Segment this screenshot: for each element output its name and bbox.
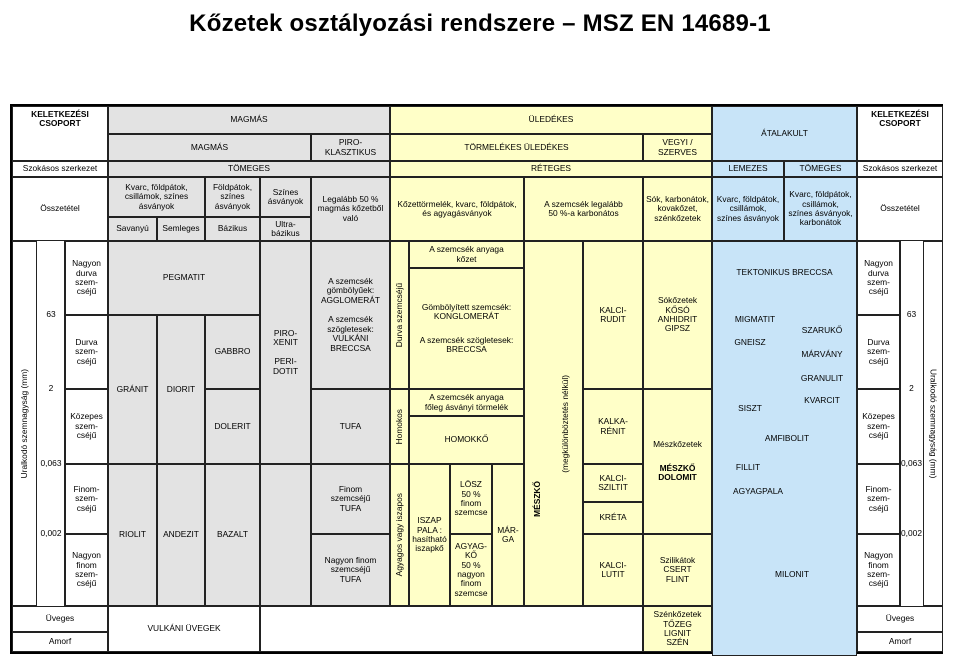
composition-mafic: Földpátok, színes ásványok (205, 177, 260, 217)
basic-label: Bázikus (205, 217, 260, 241)
rock-nagyon-finom-tufa: Nagyon finom szemcséjű TUFA (311, 534, 390, 606)
grain-axis-label-right: Uralkodó szemnagyság (mm) (928, 368, 939, 479)
clastic-coarse-text: Durva szemcséjű (393, 282, 404, 348)
pyroclastic-subheader: PIRO- KLASZTIKUS (311, 134, 390, 161)
rock-andezit: ANDEZIT (157, 464, 205, 606)
grain-class-very-fine-right: Nagyon finom szem- cséjű (857, 534, 900, 606)
grain-values-left (37, 241, 65, 606)
rock-kalcilutit: KALCI- LUTIT (583, 534, 643, 606)
grain-value-0002-left: 0,002 (40, 528, 62, 539)
ultrabasic-fine-empty (260, 464, 311, 606)
rock-kalkarenit: KALKA- RÉNIT (583, 389, 643, 464)
grain-value-0002-right: 0,002 (901, 528, 922, 539)
amorphous-label-right: Amorf (857, 632, 943, 652)
grain-value-0063-right: 0,063 (901, 458, 922, 469)
rock-agglomerat: A szemcsék gömbölyűek: AGGLOMERÁT (320, 276, 381, 305)
grain-values-right (900, 241, 923, 606)
rock-agglomerat-breccsa (311, 241, 390, 389)
rock-diorit: DIORIT (157, 315, 205, 464)
rock-marga: MÁR- GA (492, 464, 524, 606)
rock-meszkozetek-label: Mészkőzetek (653, 439, 702, 450)
clastic-coarse-label (390, 241, 409, 389)
metamorphic-header: ÁTALAKULT (712, 106, 857, 161)
grain-value-63-left: 63 (46, 309, 56, 320)
clastic-sandy-label (390, 389, 409, 464)
rock-meszkozetek (643, 389, 712, 534)
rock-szilikatok: Szilikátok CSERT FLINT (643, 534, 712, 606)
grain-axis-right (923, 241, 943, 606)
grain-class-medium-right: Közepes szem- cséjű (857, 389, 900, 464)
clastic-subheader: TÖRMELÉKES ÜLEDÉKES (390, 134, 643, 161)
clastic-clayey-label (390, 464, 409, 606)
amorphous-label-left: Amorf (12, 632, 108, 652)
structure-massive-metamorphic: TÖMEGES (784, 161, 857, 177)
rock-gneisz: GNEISZ (734, 337, 766, 348)
structure-massive-igneous: TÖMEGES (108, 161, 390, 177)
rock-gabbro: GABBRO (205, 315, 260, 389)
rock-kvarcit: KVARCIT (804, 395, 840, 406)
rock-migmatit: MIGMATIT (734, 314, 776, 325)
rock-vulkani-breccsa: A szemcsék szögletesek: VULKÁNI BRECCSA (327, 314, 374, 353)
rock-breccsa: A szemcsék szögletesek: BRECCSA (419, 334, 514, 354)
grain-class-very-coarse-left: Nagyon durva szem- cséjű (65, 241, 108, 315)
rock-granulit: GRANULIT (800, 373, 844, 384)
left-group-header: KELETKEZÉSI CSOPORT (12, 106, 108, 161)
structure-layered: RÉTEGES (390, 161, 712, 177)
rock-milonit: MILONIT (775, 569, 809, 580)
grain-material-rock: A szemcsék anyaga kőzet (409, 241, 524, 268)
glassy-label-right: Üveges (857, 606, 943, 632)
rock-bazalt: BAZALT (205, 464, 260, 606)
composition-label-right: Összetétel (857, 177, 943, 241)
grain-value-2-right: 2 (909, 383, 914, 394)
grain-material-mineral: A szemcsék anyaga főleg ásványi törmelék (409, 389, 524, 416)
rock-finom-tufa: Finom szemcséjű TUFA (311, 464, 390, 534)
rock-piroxenit-peridotit: PIRO- XENIT PERI- DOTIT (260, 241, 311, 464)
carbonate-note (550, 241, 583, 606)
rock-meszko-dolomit: MÉSZKŐ DOLOMIT (658, 462, 697, 483)
grain-value-2-left: 2 (48, 383, 54, 394)
composition-pyroclastic: Legalább 50 % magmás kőzetből való (311, 177, 390, 241)
grain-class-very-coarse-right: Nagyon durva szem- cséjű (857, 241, 900, 315)
classification-table (10, 104, 943, 654)
structure-foliated: LEMEZES (712, 161, 784, 177)
rock-tektonikus-breccsa: TEKTONIKUS BRECCSA (736, 267, 833, 278)
igneous-subheader: MAGMÁS (108, 134, 311, 161)
rock-sokozetek: Sókőzetek KŐSÓ ANHIDRIT GIPSZ (643, 241, 712, 389)
acid-label: Savanyú (108, 217, 157, 241)
rock-marvany: MÁRVÁNY (801, 349, 843, 360)
structure-label-right: Szokásos szerkezet (857, 161, 943, 177)
clastic-sandy-text: Homokos (393, 408, 404, 445)
carbonate-note-text: (megkülönböztetés nélkül) (560, 374, 571, 473)
rock-kreta: KRÉTA (583, 502, 643, 534)
grain-class-very-fine-left: Nagyon finom szem- cséjű (65, 534, 108, 606)
chemical-subheader: VEGYI / SZERVES (643, 134, 712, 161)
rock-meszko-vertical-text: MÉSZKŐ (531, 480, 542, 517)
grain-axis-label-left: Uralkodó szemnagyság (mm) (18, 368, 29, 479)
ultrabasic-label: Ultra- bázikus (260, 217, 311, 241)
metamorphic-body (712, 241, 857, 656)
rock-agyagko: AGYAG- KŐ 50 % nagyon finom szemcse (450, 534, 492, 606)
composition-label-left: Összetétel (12, 177, 108, 241)
igneous-header: MAGMÁS (108, 106, 390, 134)
rock-amfibolit: AMFIBOLIT (764, 433, 810, 444)
composition-carbonate: A szemcsék legalább 50 %-a karbonátos (524, 177, 643, 241)
composition-ultramafic: Színes ásványok (260, 177, 311, 217)
sedimentary-header: ÜLEDÉKES (390, 106, 712, 134)
composition-chemical: Sók, karbonátok, kovakőzet, szénkőzetek (643, 177, 712, 241)
grain-value-63-right: 63 (906, 309, 917, 320)
grain-class-coarse-right: Durva szem- cséjű (857, 315, 900, 389)
rock-homokko: HOMOKKŐ (409, 416, 524, 464)
rock-vulkani-uvegek: VULKÁNI ÜVEGEK (108, 606, 260, 652)
rock-kalcisziltit: KALCI- SZILTIT (583, 464, 643, 502)
rock-dolerit: DOLERIT (205, 389, 260, 464)
composition-foliated: Kvarc, földpátok, csillámok, színes ásványok (712, 177, 784, 241)
rock-losz: LÖSZ 50 % finom szemcse (450, 464, 492, 534)
rock-fillit: FILLIT (735, 462, 761, 473)
rock-agyagpala: AGYAGPALA (733, 486, 783, 497)
rock-szenkozetek: Szénkőzetek TŐZEG LIGNIT SZÉN (643, 606, 712, 652)
intermediate-label: Semleges (157, 217, 205, 241)
grain-value-0063-left: 0,063 (40, 458, 62, 469)
rock-meszko-vertical (524, 241, 550, 606)
rock-pegmatit: PEGMATIT (108, 241, 260, 315)
rock-iszappala: ISZAP PALA : hasítható iszapkő (409, 464, 450, 606)
grain-class-fine-right: Finom- szem- cséjű (857, 464, 900, 534)
grain-class-coarse-left: Durva szem- cséjű (65, 315, 108, 389)
grain-axis-left (12, 241, 37, 606)
right-group-header: KELETKEZÉSI CSOPORT (857, 106, 943, 161)
rock-granit: GRÁNIT (108, 315, 157, 464)
rock-siszt: SISZT (738, 403, 762, 414)
grain-class-fine-left: Finom- szem- cséjű (65, 464, 108, 534)
glass-empty-1 (260, 606, 643, 652)
composition-felsic: Kvarc, földpátok, csillámok, színes ásványok (108, 177, 205, 217)
rock-kalcirudit: KALCI- RUDIT (583, 241, 643, 389)
rock-konglomerat-breccsa (409, 268, 524, 389)
clastic-clayey-text: Agyagos vagy iszapos (393, 493, 404, 577)
composition-massive-meta: Kvarc, földpátok, csillámok, színes ásványok, karbonátok (784, 177, 857, 241)
rock-konglomerat: Gömbölyített szemcsék: KONGLOMERÁT (421, 301, 512, 322)
page-title: Kőzetek osztályozási rendszere – MSZ EN 14689-1 (189, 10, 771, 37)
rock-tufa: TUFA (311, 389, 390, 464)
glassy-label-left: Üveges (12, 606, 108, 632)
grain-class-medium-left: Közepes szem- cséjű (65, 389, 108, 464)
rock-szaruko: SZARUKŐ (801, 325, 843, 336)
rock-riolit: RIOLIT (108, 464, 157, 606)
structure-label-left: Szokásos szerkezet (12, 161, 108, 177)
composition-clastic: Kőzettörmelék, kvarc, földpátok, és agyagásványok (390, 177, 524, 241)
